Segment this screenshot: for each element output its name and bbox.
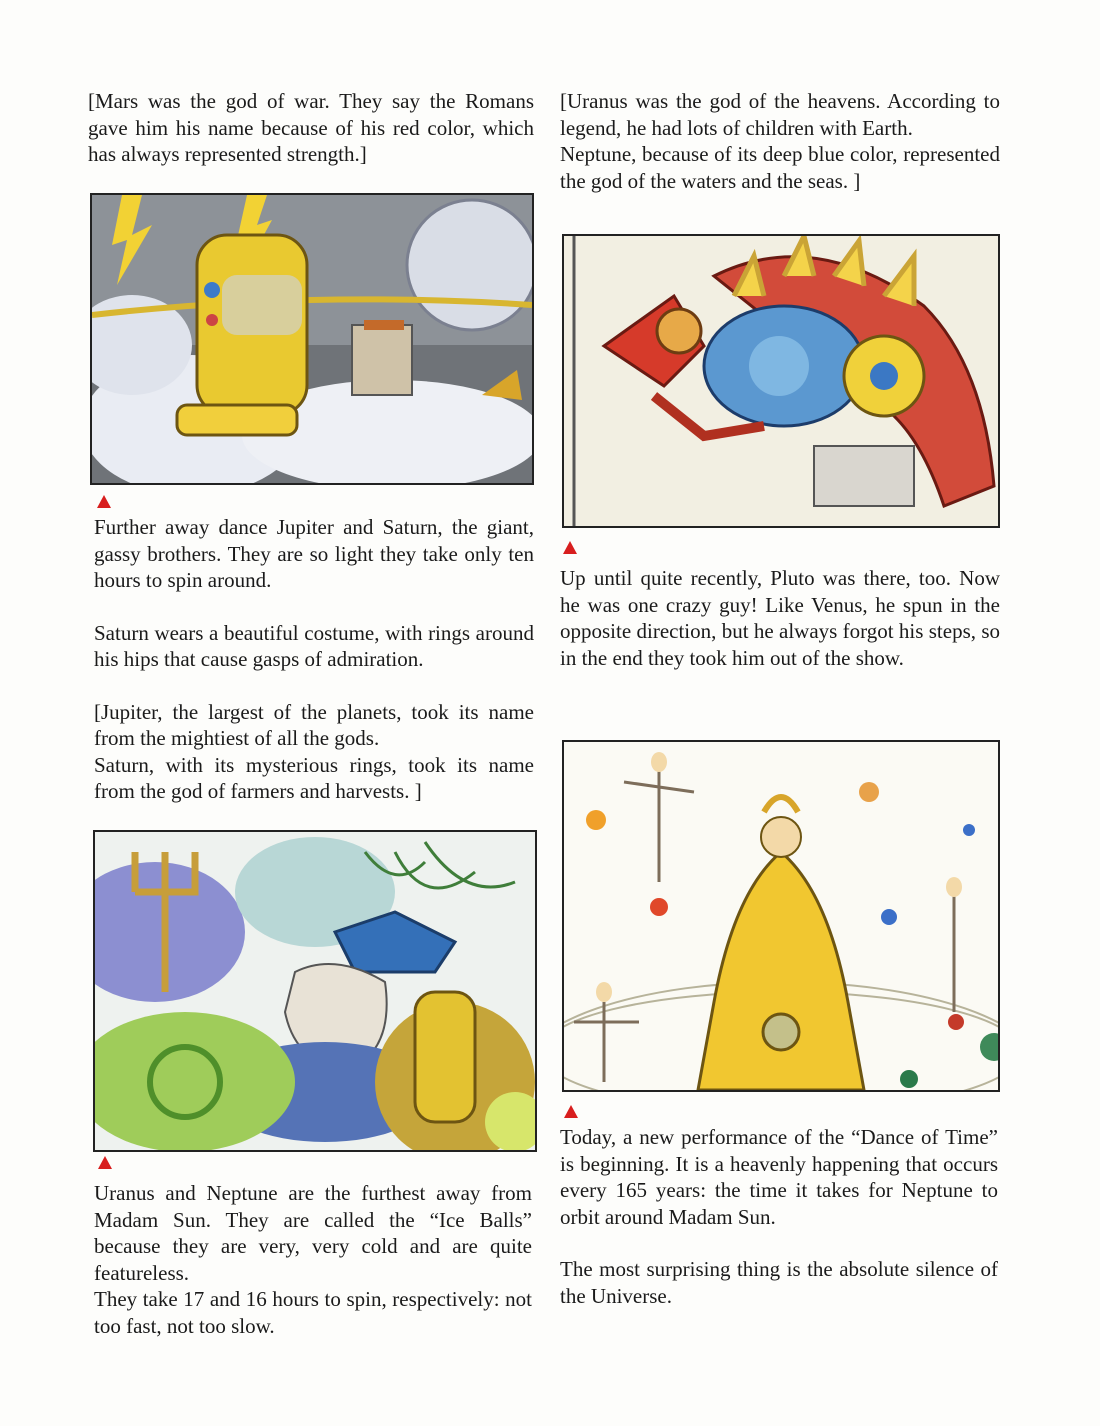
ice-balls-text [94, 1180, 532, 1339]
pluto-dragon-illustration [562, 234, 1000, 528]
jupiter-name-note: [Jupiter, the largest of the planets, took its name from the mightiest of all the gods. [94, 699, 534, 750]
caption-marker-icon [564, 1105, 578, 1118]
spin-speed-paragraph: They take 17 and 16 hours to spin, respectively: not too fast, not too slow. [94, 1287, 532, 1338]
pluto-paragraph: Up until quite recently, Pluto was there, too. Now he was one crazy guy! Like Venus, he spun in the opposite direction, but he always forgot his steps, so in the end they took him out of the show. [560, 566, 1000, 670]
uranus-neptune-note [560, 88, 1000, 194]
mars-note-text: [Mars was the god of war. They say the Romans gave him his name because of his red color, which has always represented strength.] [88, 89, 534, 166]
caption-marker-icon [563, 541, 577, 554]
mars-note [88, 88, 534, 168]
saturn-costume-paragraph: Saturn wears a beautiful costume, with rings around his hips that cause gasps of admiration. [94, 620, 534, 671]
silence-paragraph: The most surprising thing is the absolute silence of the Universe. [560, 1257, 998, 1308]
dance-of-time-illustration [562, 740, 1000, 1092]
caption-marker-icon [97, 495, 111, 508]
dance-of-time-paragraph: Today, a new performance of the “Dance of Time” is beginning. It is a heavenly happening that occurs every 165 years: the time it takes for Neptune to orbit around Madam Sun. [560, 1125, 998, 1229]
jupiter-saturn-paragraph: Further away dance Jupiter and Saturn, the giant, gassy brothers. They are so light they take only ten hours to spin around. [94, 515, 534, 592]
jupiter-illustration [90, 193, 534, 485]
neptune-name-note: Neptune, because of its deep blue color, represented the god of the waters and the seas. ] [560, 142, 1000, 193]
dance-of-time-text [560, 1124, 998, 1309]
neptune-illustration [93, 830, 537, 1152]
pluto-text [560, 565, 1000, 671]
ice-balls-paragraph: Uranus and Neptune are the furthest away from Madam Sun. They are called the “Ice Balls” because they are very, very cold and are quite featureless. [94, 1181, 532, 1285]
caption-marker-icon [98, 1156, 112, 1169]
uranus-name-note: [Uranus was the god of the heavens. According to legend, he had lots of children with Earth. [560, 89, 1000, 140]
jupiter-saturn-text [94, 514, 534, 805]
saturn-name-note: Saturn, with its mysterious rings, took its name from the god of farmers and harvests. ] [94, 752, 534, 803]
